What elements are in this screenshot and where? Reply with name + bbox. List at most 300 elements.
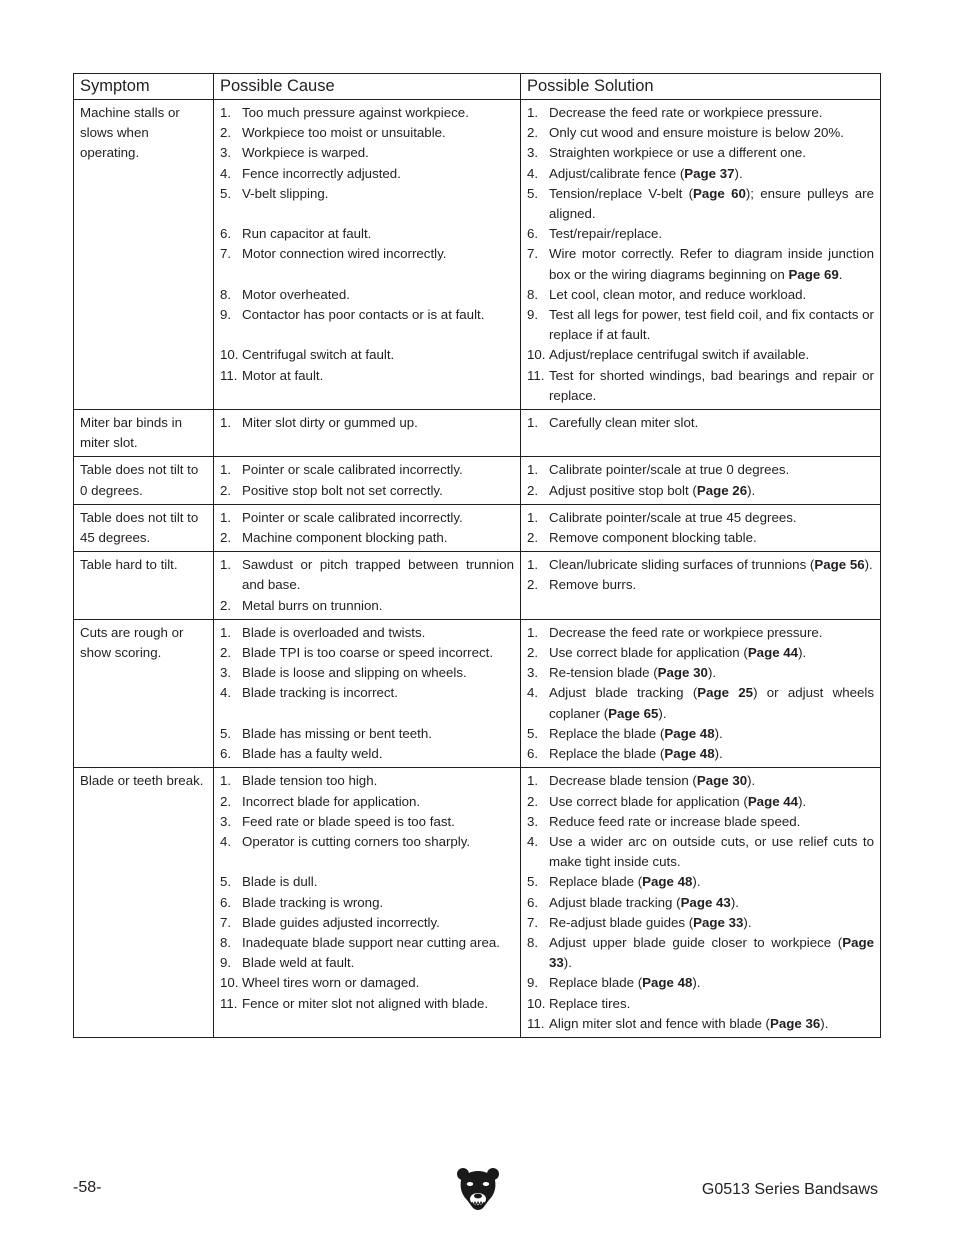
page-reference: Page 25 xyxy=(697,685,754,701)
cause-cell xyxy=(214,457,521,504)
item-text xyxy=(549,724,874,744)
cause-item xyxy=(220,481,514,501)
item-number: 2. xyxy=(220,125,232,141)
line-spacer xyxy=(220,204,514,224)
item-number: 9. xyxy=(220,955,232,971)
item-text: Only cut wood and ensure moisture is below 20%. xyxy=(549,125,844,141)
item-text-part: ). xyxy=(734,165,743,181)
page-reference: Page 37 xyxy=(684,165,735,181)
grizzly-bear-head-icon xyxy=(455,1166,501,1212)
table-row xyxy=(74,100,881,410)
solution-item xyxy=(527,244,874,284)
solution-item xyxy=(527,771,874,791)
cause-item xyxy=(220,643,514,663)
page-reference: Page 56 xyxy=(814,557,865,573)
item-text: Motor connection wired incorrectly. xyxy=(242,246,447,262)
item-number: 8. xyxy=(527,286,539,302)
item-text: Positive stop bolt not set correctly. xyxy=(242,482,443,498)
cause-item xyxy=(220,683,514,703)
line-spacer xyxy=(220,265,514,285)
item-text: Blade is loose and slipping on wheels. xyxy=(242,665,467,681)
item-text: Workpiece too moist or unsuitable. xyxy=(242,125,446,141)
item-number: 5. xyxy=(220,185,232,201)
item-number: 6. xyxy=(527,894,539,910)
item-number: 2. xyxy=(220,597,232,613)
cause-item xyxy=(220,345,514,365)
cause-item xyxy=(220,184,514,204)
page-reference: Page 48 xyxy=(664,746,715,762)
cause-item xyxy=(220,623,514,643)
item-text: Straighten workpiece or use a different one. xyxy=(549,145,806,161)
item-text-part: Replace the blade ( xyxy=(549,725,665,741)
cause-item xyxy=(220,123,514,143)
item-text: Operator is cutting corners too sharply. xyxy=(242,833,471,849)
item-text-part: ). xyxy=(707,665,717,681)
item-text: Fence or miter slot not aligned with blade. xyxy=(242,995,489,1011)
item-text: Centrifugal switch at fault. xyxy=(242,347,395,363)
page-reference: Page 30 xyxy=(696,773,748,789)
cause-cell xyxy=(214,100,521,410)
item-number: 8. xyxy=(527,934,539,950)
table-row xyxy=(74,552,881,620)
item-text-part: ). xyxy=(714,746,723,762)
item-text: Pointer or scale calibrated incorrectly. xyxy=(242,462,463,478)
item-text: Blade has missing or bent teeth. xyxy=(242,725,432,741)
solution-item xyxy=(527,832,874,872)
item-text: Carefully clean miter slot. xyxy=(549,415,699,431)
item-number: 2. xyxy=(220,793,232,809)
item-number: 4. xyxy=(527,685,539,701)
item-text: Adjust/replace centrifugal switch if available. xyxy=(549,347,810,363)
item-number: 4. xyxy=(527,165,539,181)
symptom-cell: Table does not tilt to 45 degrees. xyxy=(74,504,214,551)
page-reference: Page 33 xyxy=(549,934,874,971)
page-reference: Page 36 xyxy=(770,1015,821,1031)
item-text-part: Re-adjust blade guides ( xyxy=(549,914,694,930)
item-text xyxy=(549,973,874,993)
item-text-part: . xyxy=(838,266,843,282)
solution-item xyxy=(527,413,874,433)
item-number: 2. xyxy=(527,793,539,809)
item-number: 10. xyxy=(527,995,546,1011)
symptom-cell: Table does not tilt to 0 degrees. xyxy=(74,457,214,504)
symptom-cell: Table hard to tilt. xyxy=(74,552,214,620)
symptom-cell: Miter bar binds in miter slot. xyxy=(74,410,214,457)
item-number: 6. xyxy=(220,226,232,242)
item-text-part: ). xyxy=(743,914,752,930)
solution-item xyxy=(527,460,874,480)
item-text: Too much pressure against workpiece. xyxy=(242,105,469,120)
item-number: 9. xyxy=(527,307,539,323)
cause-item xyxy=(220,143,514,163)
cause-item xyxy=(220,771,514,791)
item-number: 2. xyxy=(527,125,539,141)
item-text-part: ). xyxy=(658,705,667,721)
item-text: Machine component blocking path. xyxy=(242,530,448,546)
cause-cell xyxy=(214,768,521,1038)
item-number: 1. xyxy=(527,462,539,478)
cause-item xyxy=(220,305,514,325)
solution-item xyxy=(527,933,874,973)
item-number: 8. xyxy=(220,286,232,302)
item-number: 1. xyxy=(220,773,232,789)
item-text-part: Decrease blade tension ( xyxy=(549,773,697,789)
item-number: 6. xyxy=(527,226,539,242)
solution-cell xyxy=(521,552,881,620)
page-reference: Page 44 xyxy=(747,645,799,661)
item-number: 2. xyxy=(527,577,539,593)
item-text: Use a wider arc on outside cuts, or use relief cuts to make tight inside cuts. xyxy=(549,833,874,870)
page-reference: Page 30 xyxy=(657,665,708,681)
line-spacer xyxy=(220,852,514,872)
item-text: Metal burrs on trunnion. xyxy=(242,597,383,613)
item-number: 7. xyxy=(220,914,232,930)
cause-item xyxy=(220,812,514,832)
table-header-row xyxy=(74,74,881,100)
item-text xyxy=(549,555,874,575)
item-text-part: ). xyxy=(747,482,756,498)
page-reference: Page 48 xyxy=(642,975,693,991)
item-text: Workpiece is warped. xyxy=(242,145,369,161)
item-number: 1. xyxy=(220,624,232,640)
solution-item xyxy=(527,623,874,643)
item-number: 4. xyxy=(220,833,232,849)
item-number: 10. xyxy=(527,347,546,363)
cause-item xyxy=(220,164,514,184)
item-text: Let cool, clean motor, and reduce workload. xyxy=(549,286,807,302)
page-reference: Page 65 xyxy=(608,705,659,721)
model-name: G0513 Series Bandsaws xyxy=(701,1181,878,1198)
symptom-cell: Blade or teeth break. xyxy=(74,768,214,1038)
page-number: -58- xyxy=(73,1179,102,1196)
item-number: 11. xyxy=(220,995,238,1011)
item-text: Test for shorted windings, bad bearings and repair or replace. xyxy=(549,367,874,403)
item-text-part: ). xyxy=(692,975,701,991)
item-number: 3. xyxy=(527,665,539,681)
cause-item xyxy=(220,366,514,386)
item-text: Blade tracking is wrong. xyxy=(242,894,384,910)
item-number: 2. xyxy=(220,645,232,661)
table-row xyxy=(74,457,881,504)
item-number: 1. xyxy=(527,509,539,525)
item-number: 2. xyxy=(527,645,539,661)
item-text-part: Adjust blade tracking ( xyxy=(549,894,681,910)
item-text-part: ). xyxy=(714,725,723,741)
item-text-part: ). xyxy=(864,557,873,573)
line-spacer xyxy=(220,704,514,724)
table-row xyxy=(74,410,881,457)
page-reference: Page 33 xyxy=(693,914,744,930)
item-number: 2. xyxy=(527,530,539,546)
item-text: Motor overheated. xyxy=(242,286,350,302)
item-number: 9. xyxy=(220,307,232,322)
item-number: 7. xyxy=(220,246,232,262)
item-text: Remove burrs. xyxy=(549,577,637,593)
solution-cell xyxy=(521,457,881,504)
symptom-cell: Machine stalls or slows when operating. xyxy=(74,100,214,410)
solution-cell xyxy=(521,504,881,551)
solution-item xyxy=(527,663,874,683)
header-possible-solution: Possible Solution xyxy=(521,74,881,100)
item-text: Blade tension too high. xyxy=(242,773,378,789)
item-text-part: Clean/lubricate sliding surfaces of trunnions ( xyxy=(549,557,815,573)
solution-item xyxy=(527,555,874,575)
item-text xyxy=(549,1014,874,1034)
item-number: 5. xyxy=(220,725,232,741)
item-number: 5. xyxy=(527,725,539,741)
item-number: 2. xyxy=(220,482,232,498)
solution-item xyxy=(527,1014,874,1034)
item-text: Decrease the feed rate or workpiece pressure. xyxy=(549,105,823,120)
item-text-part: ). xyxy=(798,793,807,809)
solution-item xyxy=(527,123,874,143)
item-number: 4. xyxy=(527,833,539,849)
item-text: Wheel tires worn or damaged. xyxy=(242,975,420,991)
solution-item xyxy=(527,994,874,1014)
item-text xyxy=(549,933,874,973)
cause-item xyxy=(220,832,514,852)
page-reference: Page 69 xyxy=(788,266,839,282)
item-text: Blade is dull. xyxy=(242,874,318,890)
solution-item xyxy=(527,481,874,501)
item-text xyxy=(549,683,874,723)
item-text xyxy=(549,244,874,284)
item-text-part: ). xyxy=(730,894,739,910)
item-text xyxy=(549,663,874,683)
solution-item xyxy=(527,973,874,993)
item-number: 5. xyxy=(527,185,539,201)
item-text xyxy=(549,913,874,933)
solution-item xyxy=(527,528,874,548)
item-text-part: ). xyxy=(563,955,572,971)
item-text-part: Adjust/calibrate fence ( xyxy=(549,165,685,181)
cause-item xyxy=(220,285,514,305)
item-text-part: Wire motor correctly. Refer to diagram inside junction box or the wiring diagrams beginning on xyxy=(549,246,874,282)
item-text-part: Re-tension blade ( xyxy=(549,665,658,681)
solution-item xyxy=(527,366,874,406)
item-number: 1. xyxy=(527,415,539,431)
cause-item xyxy=(220,724,514,744)
solution-cell xyxy=(521,768,881,1038)
item-number: 1. xyxy=(220,557,232,573)
item-number: 8. xyxy=(220,934,232,950)
item-text: Replace tires. xyxy=(549,995,631,1011)
cause-cell xyxy=(214,410,521,457)
item-text-part: Adjust blade tracking ( xyxy=(549,685,698,701)
item-text-part: ) or adjust wheels coplaner ( xyxy=(549,685,874,721)
page-reference: Page 44 xyxy=(747,793,799,809)
cause-cell xyxy=(214,504,521,551)
solution-item xyxy=(527,285,874,305)
solution-item xyxy=(527,812,874,832)
solution-item xyxy=(527,164,874,184)
cause-cell xyxy=(214,552,521,620)
item-text-part: Adjust upper blade guide closer to workpiece ( xyxy=(549,934,843,950)
page-reference: Page 48 xyxy=(642,874,693,890)
solution-item xyxy=(527,103,874,123)
item-number: 1. xyxy=(527,557,539,573)
item-text-part: Replace the blade ( xyxy=(549,746,665,762)
item-text-part: Use correct blade for application ( xyxy=(549,645,748,661)
item-text: Blade guides adjusted incorrectly. xyxy=(242,914,440,930)
item-text: Decrease the feed rate or workpiece pressure. xyxy=(549,624,823,640)
page-reference: Page 48 xyxy=(664,725,715,741)
item-text-part: Tension/replace V-belt ( xyxy=(549,185,694,201)
cause-item xyxy=(220,528,514,548)
solution-item xyxy=(527,643,874,663)
item-text: Blade tracking is incorrect. xyxy=(242,685,398,701)
item-number: 2. xyxy=(220,530,232,546)
table-row xyxy=(74,768,881,1038)
item-text-part: Adjust positive stop bolt ( xyxy=(549,482,697,498)
item-number: 1. xyxy=(220,509,232,525)
item-text: Test all legs for power, test field coil, and fix contacts or replace if at fault. xyxy=(549,307,874,343)
item-text xyxy=(549,792,874,812)
item-text: Remove component blocking table. xyxy=(549,530,757,546)
item-text: Run capacitor at fault. xyxy=(242,226,372,242)
solution-item xyxy=(527,184,874,224)
solution-cell xyxy=(521,619,881,767)
header-possible-cause: Possible Cause xyxy=(214,74,521,100)
item-text-part: ). xyxy=(747,773,756,789)
solution-item xyxy=(527,143,874,163)
item-text xyxy=(549,481,874,501)
item-text-part: Align miter slot and fence with blade ( xyxy=(549,1015,770,1031)
solution-cell xyxy=(521,410,881,457)
item-text: Fence incorrectly adjusted. xyxy=(242,165,401,181)
item-text: V-belt slipping. xyxy=(242,185,329,201)
cause-item xyxy=(220,413,514,433)
item-text-part: Replace blade ( xyxy=(549,975,643,991)
cause-item xyxy=(220,555,514,595)
item-number: 7. xyxy=(527,246,539,262)
item-text: Blade TPI is too coarse or speed incorrect. xyxy=(242,645,494,661)
item-number: 3. xyxy=(527,145,539,161)
solution-item xyxy=(527,224,874,244)
table-row xyxy=(74,619,881,767)
item-text: Incorrect blade for application. xyxy=(242,793,421,809)
cause-item xyxy=(220,508,514,528)
item-text: Sawdust or pitch trapped between trunnion and base. xyxy=(242,557,514,593)
cause-item xyxy=(220,244,514,264)
item-number: 11. xyxy=(527,367,545,383)
cause-item xyxy=(220,872,514,892)
item-number: 6. xyxy=(527,746,539,762)
item-number: 3. xyxy=(220,665,232,681)
item-text: Pointer or scale calibrated incorrectly. xyxy=(242,509,463,525)
item-text: Blade weld at fault. xyxy=(242,955,355,971)
item-text-part: Replace blade ( xyxy=(549,874,643,890)
item-text: Motor at fault. xyxy=(242,367,324,383)
item-text xyxy=(549,643,874,663)
page-reference: Page 60 xyxy=(693,185,746,201)
item-number: 1. xyxy=(220,415,232,431)
item-number: 1. xyxy=(527,624,539,640)
cause-item xyxy=(220,994,514,1014)
item-text xyxy=(549,893,874,913)
item-text: Feed rate or blade speed is too fast. xyxy=(242,813,455,829)
item-text: Miter slot dirty or gummed up. xyxy=(242,415,418,431)
item-number: 2. xyxy=(527,482,539,498)
cause-item xyxy=(220,953,514,973)
item-number: 1. xyxy=(527,105,539,120)
solution-item xyxy=(527,683,874,723)
solution-item xyxy=(527,575,874,595)
item-text: Inadequate blade support near cutting area. xyxy=(242,934,501,950)
cause-item xyxy=(220,460,514,480)
item-text xyxy=(549,184,874,224)
table-row xyxy=(74,504,881,551)
solution-cell xyxy=(521,100,881,410)
item-text: Calibrate pointer/scale at true 45 degrees. xyxy=(549,509,797,525)
cause-item xyxy=(220,224,514,244)
item-number: 5. xyxy=(527,874,539,890)
solution-item xyxy=(527,345,874,365)
item-number: 3. xyxy=(527,813,539,829)
symptom-cell: Cuts are rough or show scoring. xyxy=(74,619,214,767)
item-text xyxy=(549,872,874,892)
item-text-part: ). xyxy=(692,874,701,890)
cause-item xyxy=(220,663,514,683)
solution-item xyxy=(527,913,874,933)
item-number: 10. xyxy=(220,975,239,991)
item-number: 1. xyxy=(220,105,232,120)
cause-item xyxy=(220,744,514,764)
page-reference: Page 26 xyxy=(696,482,748,498)
item-text-part: ). xyxy=(820,1015,829,1031)
cause-item xyxy=(220,596,514,616)
cause-item xyxy=(220,913,514,933)
item-number: 11. xyxy=(220,367,238,383)
header-symptom: Symptom xyxy=(74,74,214,100)
cause-item xyxy=(220,103,514,123)
line-spacer xyxy=(220,325,514,345)
solution-item xyxy=(527,508,874,528)
item-number: 1. xyxy=(220,462,232,478)
item-number: 4. xyxy=(220,165,232,181)
item-text-part: ). xyxy=(798,645,807,661)
solution-item xyxy=(527,305,874,345)
item-text xyxy=(549,744,874,764)
cause-cell xyxy=(214,619,521,767)
item-text: Blade is overloaded and twists. xyxy=(242,624,426,640)
cause-item xyxy=(220,792,514,812)
item-number: 10. xyxy=(220,347,239,363)
cause-item xyxy=(220,933,514,953)
solution-item xyxy=(527,724,874,744)
solution-item xyxy=(527,893,874,913)
item-text xyxy=(549,164,874,184)
cause-item xyxy=(220,973,514,993)
item-number: 1. xyxy=(527,773,539,789)
solution-item xyxy=(527,744,874,764)
item-number: 11. xyxy=(527,1015,545,1031)
solution-item xyxy=(527,872,874,892)
item-number: 3. xyxy=(220,145,232,161)
item-number: 6. xyxy=(220,746,232,762)
item-number: 9. xyxy=(527,975,539,991)
item-text: Contactor has poor contacts or is at fault. xyxy=(242,307,485,322)
cause-item xyxy=(220,893,514,913)
page-reference: Page 43 xyxy=(680,894,731,910)
item-text: Test/repair/replace. xyxy=(549,226,663,242)
item-text xyxy=(549,771,874,791)
item-text-part: Use correct blade for application ( xyxy=(549,793,748,809)
item-text-part: ); ensure pulleys are aligned. xyxy=(549,185,874,222)
item-number: 4. xyxy=(220,685,232,701)
item-text: Reduce feed rate or increase blade speed. xyxy=(549,813,801,829)
item-text: Calibrate pointer/scale at true 0 degrees. xyxy=(549,462,790,478)
